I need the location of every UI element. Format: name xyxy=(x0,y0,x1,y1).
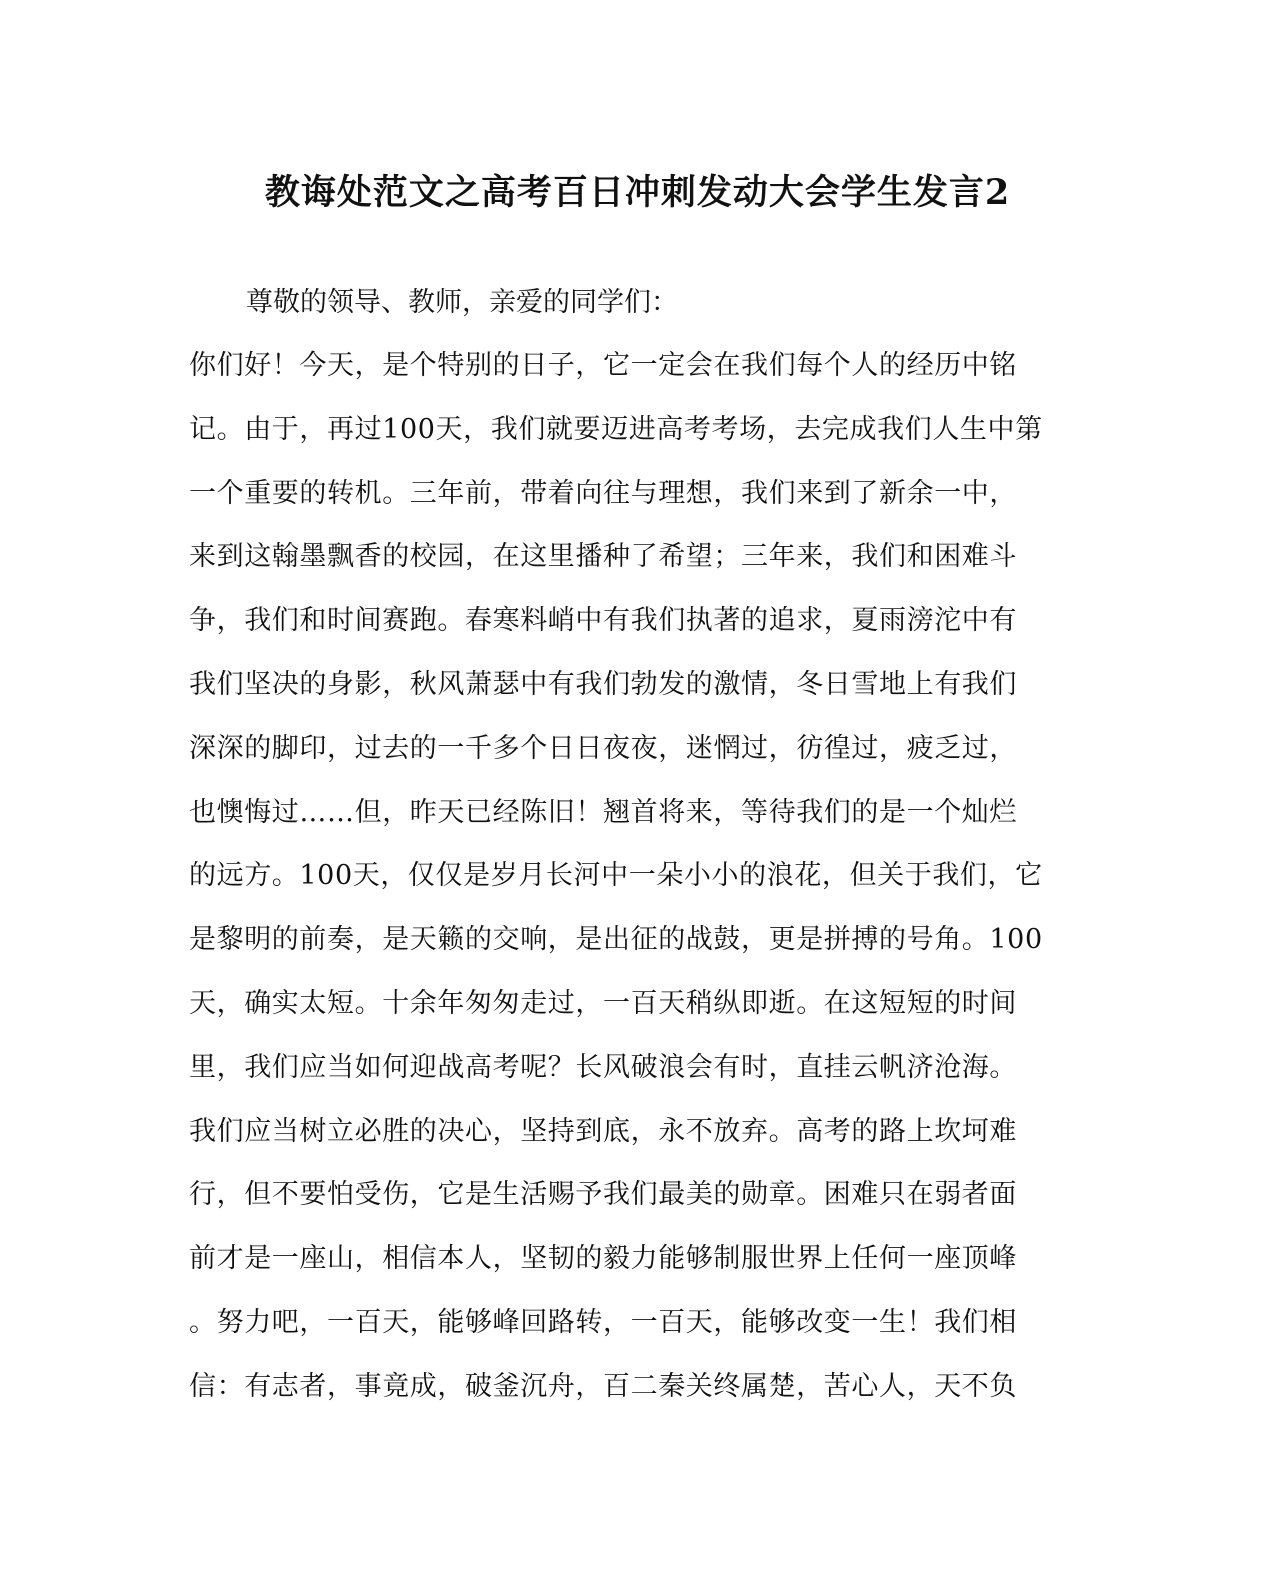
body-line: 我们坚决的身影，秋风萧瑟中有我们勃发的激情，冬日雪地上有我们 xyxy=(189,668,1017,700)
body-line: 争，我们和时间赛跑。春寒料峭中有我们执著的追求，夏雨滂沱中有 xyxy=(189,605,1017,637)
body-line: 信：有志者，事竟成，破釜沉舟，百二秦关终属楚，苦心人，天不负 xyxy=(189,1370,1017,1402)
body-line: 一个重要的转机。三年前，带着向往与理想，我们来到了新余一中， xyxy=(189,477,1017,509)
body-line: 也懊悔过……但，昨天已经陈旧！翘首将来，等待我们的是一个灿烂 xyxy=(189,796,1017,828)
body-line: 记。由于，再过100天，我们就要迈进高考考场，去完成我们人生中第 xyxy=(189,413,1043,445)
body-line: 。努力吧，一百天，能够峰回路转，一百天，能够改变一生！我们相 xyxy=(189,1306,1017,1338)
body-line: 你们好！今天，是个特别的日子，它一定会在我们每个人的经历中铭 xyxy=(189,350,1017,381)
body-line: 的远方。100天，仅仅是岁月长河中一朵小小的浪花，但关于我们，它 xyxy=(189,860,1043,892)
body-line: 里，我们应当如何迎战高考呢？长风破浪会有时，直挂云帆济沧海。 xyxy=(189,1051,1017,1083)
body-line: 前才是一座山，相信本人，坚韧的毅力能够制服世界上任何一座顶峰 xyxy=(189,1243,1017,1275)
body-line: 来到这翰墨飘香的校园，在这里播种了希望；三年来，我们和困难斗 xyxy=(189,541,1017,573)
body-text xyxy=(189,346,1089,1431)
body-line: 行，但不要怕受伤，它是生活赐予我们最美的勋章。困难只在弱者面 xyxy=(189,1179,1017,1211)
body-line: 我们应当树立必胜的决心，坚持到底，永不放弃。高考的路上坎坷难 xyxy=(189,1115,1017,1147)
document-title: 教诲处范文之高考百日冲刺发动大会学生发言2 xyxy=(264,172,1011,213)
greeting-line: 尊敬的领导、教师，亲爱的同学们： xyxy=(246,287,678,318)
body-line: 深深的脚印，过去的一千多个日日夜夜，迷惘过，彷徨过，疲乏过， xyxy=(189,732,1017,764)
body-line: 是黎明的前奏，是天籁的交响，是出征的战鼓，更是拼搏的号角。100 xyxy=(189,924,1043,956)
body-line: 天，确实太短。十余年匆匆走过，一百天稍纵即逝。在这短短的时间 xyxy=(189,987,1017,1019)
